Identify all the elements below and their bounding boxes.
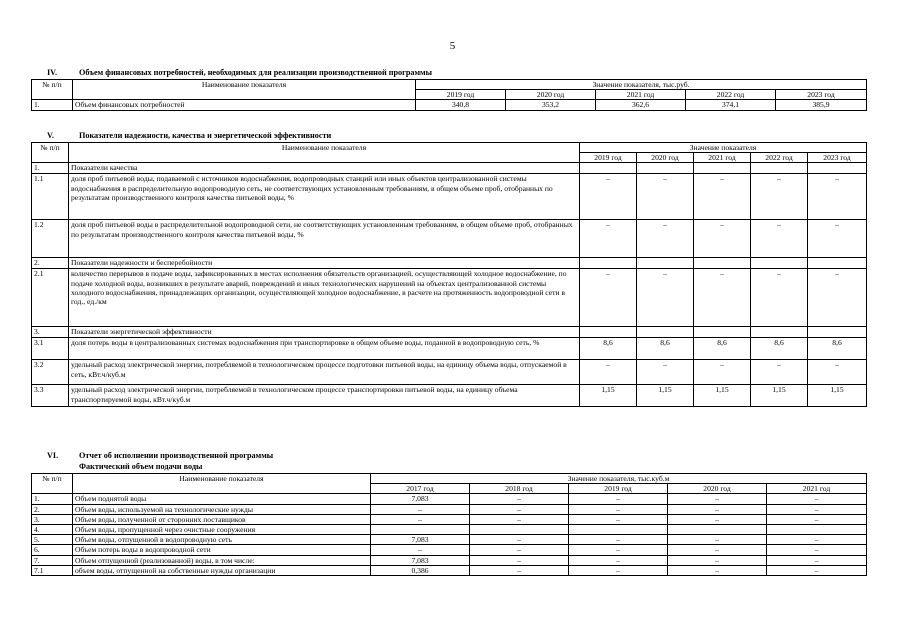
row-number: 2. (32, 258, 69, 269)
value-cell: – (637, 360, 694, 385)
value-cell: – (371, 514, 470, 524)
row-number: 6. (32, 545, 73, 555)
row-name: доля проб питьевой воды в распределительной водопроводной сети, не соответствующих установленным требованиям, в общем объеме проб, отобранных по результатам производственного контроля качества питьевой воды, % (69, 220, 580, 258)
table-row (32, 385, 867, 407)
value-cell: 7,083 (371, 555, 470, 565)
value-cell: – (668, 494, 767, 504)
value-cell: 362,6 (596, 100, 686, 110)
row-number: 3. (32, 514, 73, 524)
year-header: 2019 год (580, 153, 637, 163)
value-cell: – (668, 565, 767, 575)
row-name: Объем воды, пропущенной через очистные сооружения (73, 525, 371, 535)
value-cell: – (371, 545, 470, 555)
value-cell (637, 163, 694, 174)
value-cell: – (808, 269, 867, 327)
value-cell: 8,6 (580, 338, 637, 360)
row-name: Объем потерь воды в водопроводной сети (73, 545, 371, 555)
table-row (32, 494, 867, 504)
value-cell: – (751, 269, 808, 327)
value-cell: – (668, 555, 767, 565)
row-number: 2.1 (32, 269, 69, 327)
value-cell (371, 525, 470, 535)
value-cell: 1,15 (751, 385, 808, 407)
section-5-number: V. (47, 131, 54, 140)
value-cell: – (767, 565, 867, 575)
value-cell: – (637, 269, 694, 327)
year-header: 2020 год (637, 153, 694, 163)
year-header: 2023 год (776, 90, 867, 100)
table-row (32, 258, 867, 269)
value-cell: – (569, 555, 668, 565)
table-row (32, 163, 867, 174)
row-name: количество перерывов в подаче воды, зафиксированных в местах исполнения обязательств организацией, осуществляющей холодное водоснабжение, по подаче холодной воды, возникших в результате аварий, повреждений и иных технологических нарушений на объектах централизованной системы холодного водоснабжения, принадлежащих организации, осуществляющей холодное водоснабжение, в расчете на протяженность водопроводной сети в год., ед./км (69, 269, 580, 327)
year-header: 2022 год (751, 153, 808, 163)
value-cell: – (569, 494, 668, 504)
water-supply-report-table (31, 473, 867, 576)
row-name: объем воды, отпущенной на собственные нужды организации (73, 565, 371, 575)
value-cell: 1,15 (637, 385, 694, 407)
section-5-title (47, 131, 331, 140)
row-name: Объем воды, используемой на технологические нужды (73, 504, 371, 514)
value-cell: – (767, 504, 867, 514)
row-name: доля проб питьевой воды, подаваемой с источников водоснабжения, водопроводных станций или иных объектов централизованной системы водоснабжения в распределительную водопроводную сеть, не соответствующих установленным требованиям, в общем объеме проб, отобранных по результатам производственного контроля качества питьевой воды, % (69, 174, 580, 220)
value-cell (470, 525, 569, 535)
year-header: 2021 год (596, 90, 686, 100)
row-name: Объем финансовых потребностей (73, 100, 416, 110)
table-row (32, 360, 867, 385)
col-header-name: Наименование показателя (73, 80, 416, 100)
value-cell: – (694, 360, 751, 385)
section-6-subtitle: Фактический объем подачи воды (79, 462, 203, 471)
col-header-name: Наименование показателя (73, 474, 371, 494)
value-cell: 1,15 (580, 385, 637, 407)
value-cell: – (637, 220, 694, 258)
value-cell: – (668, 514, 767, 524)
value-cell: – (470, 545, 569, 555)
value-cell: 8,6 (637, 338, 694, 360)
row-name: удельный расход электрической энергии, потребляемой в технологическом процессе транспортировки питьевой воды, на единицу объема транспортируемой воды, кВт.ч/куб.м (69, 385, 580, 407)
value-cell: 340,8 (416, 100, 506, 110)
year-header: 2023 год (808, 153, 867, 163)
value-cell (751, 163, 808, 174)
value-cell: – (569, 514, 668, 524)
value-cell: – (569, 565, 668, 575)
col-header-number: № п/п (32, 143, 69, 163)
value-cell: 7,083 (371, 535, 470, 545)
value-cell: 0,386 (371, 565, 470, 575)
row-number: 3.3 (32, 385, 69, 407)
value-cell: – (371, 504, 470, 514)
table-row (32, 174, 867, 220)
col-header-value: Значение показателя (580, 143, 867, 153)
row-number: 1. (32, 494, 73, 504)
col-header-number: № п/п (32, 474, 73, 494)
value-cell: – (470, 565, 569, 575)
value-cell (580, 258, 637, 269)
table-row (32, 555, 867, 565)
value-cell: – (580, 360, 637, 385)
value-cell (668, 525, 767, 535)
year-header: 2017 год (371, 484, 470, 494)
value-cell: 374,1 (686, 100, 776, 110)
value-cell: – (580, 269, 637, 327)
section-6-number: VI. (47, 451, 59, 460)
value-cell (694, 258, 751, 269)
row-number: 1.1 (32, 174, 69, 220)
value-cell: – (767, 514, 867, 524)
col-header-name: Наименование показателя (69, 143, 580, 163)
section-4-title (47, 68, 432, 77)
value-cell: – (767, 494, 867, 504)
table-row (32, 338, 867, 360)
section-6-heading: Отчет об исполнении производственной программы (79, 451, 274, 460)
value-cell: – (569, 535, 668, 545)
year-header: 2019 год (416, 90, 506, 100)
value-cell: – (470, 555, 569, 565)
value-cell (569, 525, 668, 535)
value-cell: – (808, 174, 867, 220)
value-cell (637, 327, 694, 338)
value-cell: – (668, 535, 767, 545)
row-name: Показатели энергетической эффективности (69, 327, 580, 338)
value-cell (694, 163, 751, 174)
table-row (32, 504, 867, 514)
row-number: 3. (32, 327, 69, 338)
value-cell: 1,15 (808, 385, 867, 407)
value-cell: – (580, 174, 637, 220)
table-row (32, 327, 867, 338)
row-number: 5. (32, 535, 73, 545)
value-cell (751, 258, 808, 269)
col-header-value: Значение показателя, тыс.куб.м (371, 474, 867, 484)
value-cell: 1,15 (694, 385, 751, 407)
col-header-number: № п/п (32, 80, 73, 100)
value-cell: 353,2 (506, 100, 596, 110)
row-name: доля потерь воды в централизованных системах водоснабжения при транспортировке в общем объеме воды, поданной в водопроводную сеть, % (69, 338, 580, 360)
row-number: 7.1 (32, 565, 73, 575)
section-6-title (47, 451, 273, 460)
table-row (32, 269, 867, 327)
row-name: Объем поднятой воды (73, 494, 371, 504)
section-4-heading: Объем финансовых потребностей, необходимых для реализации производственной программы (79, 68, 433, 77)
value-cell: – (569, 504, 668, 514)
page-number: 5 (449, 40, 456, 52)
row-name: Объем воды, полученной от сторонних поставщиков (73, 514, 371, 524)
value-cell: – (767, 545, 867, 555)
row-name: удельный расход электрической энергии, потребляемой в технологическом процессе подготовки питьевой воды, на единицу объема воды, отпускаемой в сеть, кВт.ч/куб.м (69, 360, 580, 385)
value-cell: – (569, 545, 668, 555)
row-name: Показатели качества (69, 163, 580, 174)
table-row (32, 535, 867, 545)
value-cell (808, 327, 867, 338)
value-cell: – (580, 220, 637, 258)
table-row (32, 100, 867, 110)
value-cell (580, 327, 637, 338)
year-header: 2022 год (686, 90, 776, 100)
row-number: 1. (32, 100, 73, 110)
value-cell: 7,083 (371, 494, 470, 504)
section-4-number: IV. (47, 68, 58, 77)
year-header: 2018 год (470, 484, 569, 494)
value-cell: – (694, 174, 751, 220)
table-row (32, 525, 867, 535)
value-cell (767, 525, 867, 535)
row-number: 4. (32, 525, 73, 535)
value-cell (580, 163, 637, 174)
row-number: 1. (32, 163, 69, 174)
value-cell: – (668, 545, 767, 555)
year-header: 2020 год (668, 484, 767, 494)
value-cell: – (470, 535, 569, 545)
value-cell: – (808, 360, 867, 385)
row-name: Объем воды, отпущенной в водопроводную сеть (73, 535, 371, 545)
row-number: 1.2 (32, 220, 69, 258)
row-number: 2. (32, 504, 73, 514)
value-cell: – (767, 535, 867, 545)
value-cell (637, 258, 694, 269)
table-row (32, 565, 867, 575)
col-header-value: Значение показателя, тыс.руб. (416, 80, 867, 90)
value-cell (808, 258, 867, 269)
table-row (32, 220, 867, 258)
value-cell: 8,6 (808, 338, 867, 360)
value-cell (808, 163, 867, 174)
value-cell: – (694, 220, 751, 258)
financial-needs-table (31, 79, 867, 111)
value-cell: 8,6 (694, 338, 751, 360)
table-row (32, 545, 867, 555)
row-number: 7. (32, 555, 73, 565)
value-cell: – (751, 360, 808, 385)
value-cell: 8,6 (751, 338, 808, 360)
value-cell: – (767, 555, 867, 565)
value-cell: – (668, 504, 767, 514)
row-name: Показатели надежности и бесперебойности (69, 258, 580, 269)
row-name: Объем отпущенной (реализованной) воды, в том числе: (73, 555, 371, 565)
value-cell: – (808, 220, 867, 258)
table-row (32, 514, 867, 524)
row-number: 3.1 (32, 338, 69, 360)
value-cell (751, 327, 808, 338)
year-header: 2020 год (506, 90, 596, 100)
value-cell: – (470, 504, 569, 514)
value-cell: – (694, 269, 751, 327)
value-cell: 385,9 (776, 100, 867, 110)
value-cell: – (470, 514, 569, 524)
value-cell: – (637, 174, 694, 220)
value-cell: – (751, 220, 808, 258)
row-number: 3.2 (32, 360, 69, 385)
year-header: 2019 год (569, 484, 668, 494)
year-header: 2021 год (767, 484, 867, 494)
year-header: 2021 год (694, 153, 751, 163)
section-5-heading: Показатели надежности, качества и энергетической эффективности (79, 131, 332, 140)
reliability-quality-table (31, 142, 867, 407)
value-cell: – (751, 174, 808, 220)
value-cell: – (470, 494, 569, 504)
value-cell (694, 327, 751, 338)
